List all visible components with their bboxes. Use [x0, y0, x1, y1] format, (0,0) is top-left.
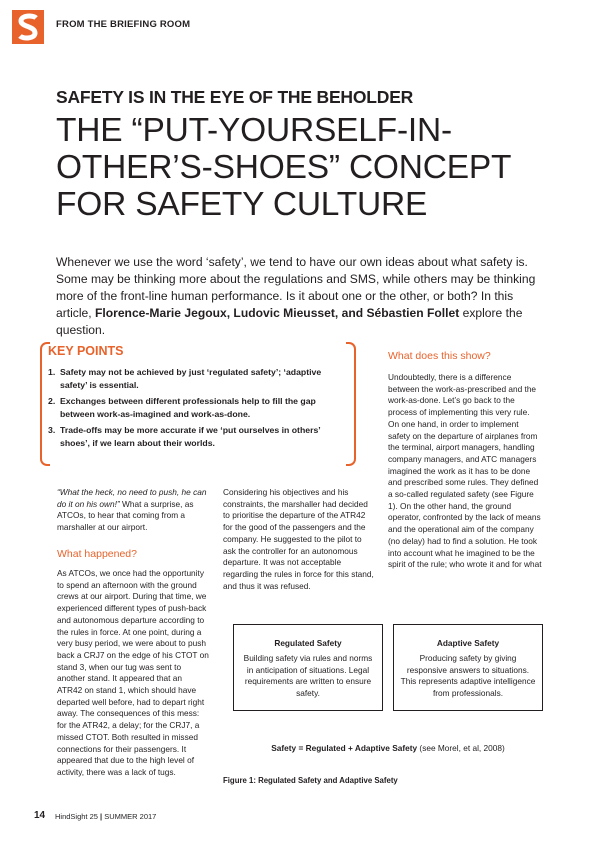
equation-bold: Safety = Regulated + Adaptive Safety [271, 743, 418, 753]
key-point-text: Exchanges between different professionals help to fill the gap between work-as-imagined and work-as-done. [60, 396, 316, 419]
key-points-bracket-right [346, 342, 356, 466]
section-label: FROM THE BRIEFING ROOM [56, 19, 191, 30]
key-point-item [48, 424, 344, 449]
figure-box-title: Regulated Safety [274, 638, 342, 648]
article-kicker: SAFETY IS IN THE EYE OF THE BEHOLDER [56, 87, 414, 107]
article-intro [56, 254, 542, 339]
figure-caption: Figure 1: Regulated Safety and Adaptive Safety [223, 776, 398, 785]
opening-quote [57, 487, 207, 534]
key-points-list [48, 366, 344, 453]
key-points-heading: KEY POINTS [48, 344, 124, 358]
subhead-what-does-this-show: What does this show? [388, 350, 491, 362]
publication-info [55, 812, 156, 821]
key-point-item [48, 395, 344, 420]
column2-paragraph: Considering his objectives and his constraints, the marshaller had decided to prioritise the departure of the ATR42 for the good of the passengers and the company. He suggested to the pilot to ask the controller for an autonomous departure. It was not acceptable regarding the rules in force for this stand, and thus it was refused. [223, 487, 374, 591]
figure-box-text: Building safety via rules and norms in anticipation of situations. Legal requirements are written to ensure safety. [243, 653, 373, 698]
key-point-text: Trade-offs may be more accurate if we ‘put ourselves in others’ shoes’, if we learn about their worlds. [60, 425, 321, 448]
figure-box-title: Adaptive Safety [436, 638, 500, 648]
intro-authors: Florence-Marie Jegoux, Ludovic Mieusset, and Sébastien Follet [94, 306, 460, 320]
key-point-text: Safety may not be achieved by just ‘regulated safety’; ‘adaptive safety’ is essential. [60, 367, 322, 390]
publication-issue: SUMMER 2017 [104, 812, 157, 821]
column2-body [223, 487, 375, 592]
figure-box-regulated-safety [233, 624, 383, 711]
article-title: THE “PUT-YOURSELF-IN-OTHER’S-SHOES” CONCEPT FOR SAFETY CULTURE [56, 112, 511, 223]
key-point-item [48, 366, 344, 391]
publication-separator: | [100, 812, 103, 821]
column3-body [388, 372, 542, 571]
publication-name: HindSight 25 [55, 812, 98, 821]
quote-rest: What a surprise, as ATCOs, to hear that coming from a marshaller at our airport. [57, 498, 194, 533]
column3-paragraph: Undoubtedly, there is a difference between the work-as-prescribed and the work-as-done. Let’s go back to the process of implementing this very rule. On one hand, in order to implement safety on the departure of airplanes from the terminal, airport managers, handling company managers, and ATC managers imagined the work as it has to be done and prescribed some rules. They defined a so-called regulated safety (see Figure 1). On the other hand, the ground operator, confronted by the lack of means and the operational aim of the company (no delay) had to find a solution. He took into account what he imagined to be the spirit of the rule; who wrote it and for what [388, 372, 542, 570]
column1-body [57, 568, 209, 779]
figure-box-text: Producing safety by giving responsive answers to situations. This represents adaptive intelligence from professionals. [400, 653, 536, 698]
quote-text: “What the heck, no need to push, he can do it on his own!” [57, 487, 207, 509]
figure-box-adaptive-safety [393, 624, 543, 711]
s-logo-icon [12, 10, 44, 44]
column1-paragraph: As ATCOs, we once had the opportunity to spend an afternoon with the ground crews at our airport. During that time, we experienced different types of push-back and autonomous departure according to the rules in force. At one point, during a very busy period, we were about to push back a CRJ7 on the edge of his CTOT on stand 3, when our tug was sent to another stand. It appeared that an ATR42 on stand 1, which should have departed well before, had to depart right away. The consequences of this mess: for the ATR42, a delay; for the CRJ7, a missed CTOT. Both resulted in missed connections for their passengers. It appeared that due to the high level of activity, there was a lack of tugs. [57, 568, 209, 777]
key-point-number: 2. [48, 396, 56, 406]
key-point-number: 1. [48, 367, 56, 377]
intro-end: explore the question. [56, 306, 523, 337]
subhead-what-happened: What happened? [57, 548, 137, 560]
intro-text: Whenever we use the word ‘safety’, we tend to have our own ideas about what safety is. Some may be thinking more about the regulations and SMS, while others may be thinking more of the front-line human performance. Is it about one or the other, or both? In this article, [56, 255, 536, 320]
page-number: 14 [34, 810, 46, 821]
equation-reference: (see Morel, et al, 2008) [417, 743, 505, 753]
key-point-number: 3. [48, 425, 56, 435]
figure-equation [233, 743, 543, 753]
hindsight-s-logo [12, 10, 44, 44]
